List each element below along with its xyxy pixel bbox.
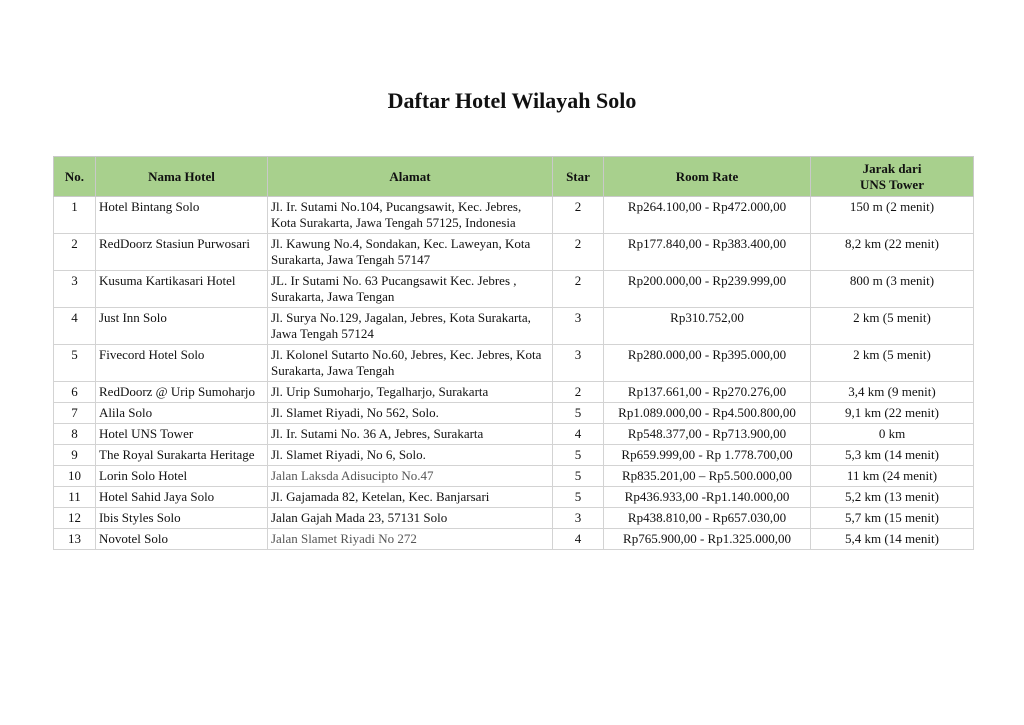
cell-hotel-name: Ibis Styles Solo [96, 508, 268, 529]
cell-hotel-name: Just Inn Solo [96, 308, 268, 345]
cell-star: 3 [553, 508, 604, 529]
cell-address: Jl. Ir. Sutami No. 36 A, Jebres, Surakarta [268, 424, 553, 445]
cell-star: 4 [553, 424, 604, 445]
cell-no: 11 [54, 487, 96, 508]
cell-star: 3 [553, 308, 604, 345]
cell-distance: 8,2 km (22 menit) [811, 234, 974, 271]
cell-hotel-name: Hotel UNS Tower [96, 424, 268, 445]
cell-distance: 11 km (24 menit) [811, 466, 974, 487]
cell-distance: 9,1 km (22 menit) [811, 403, 974, 424]
cell-star: 2 [553, 271, 604, 308]
cell-star: 5 [553, 466, 604, 487]
table-row [54, 445, 974, 466]
table-row [54, 466, 974, 487]
table-row [54, 487, 974, 508]
cell-no: 12 [54, 508, 96, 529]
cell-hotel-name: RedDoorz Stasiun Purwosari [96, 234, 268, 271]
table-row [54, 234, 974, 271]
cell-room-rate: Rp137.661,00 - Rp270.276,00 [604, 382, 811, 403]
cell-distance: 5,4 km (14 menit) [811, 529, 974, 550]
cell-address: Jl. Gajamada 82, Ketelan, Kec. Banjarsari [268, 487, 553, 508]
cell-address: Jalan Slamet Riyadi No 272 [268, 529, 553, 550]
cell-address: Jalan Laksda Adisucipto No.47 [268, 466, 553, 487]
header-hotel-name: Nama Hotel [96, 157, 268, 197]
cell-distance: 800 m (3 menit) [811, 271, 974, 308]
header-distance-line2: UNS Tower [860, 176, 924, 192]
cell-star: 4 [553, 529, 604, 550]
cell-distance: 2 km (5 menit) [811, 308, 974, 345]
header-address: Alamat [268, 157, 553, 197]
cell-distance: 150 m (2 menit) [811, 197, 974, 234]
cell-hotel-name: Fivecord Hotel Solo [96, 345, 268, 382]
cell-distance: 5,2 km (13 menit) [811, 487, 974, 508]
cell-room-rate: Rp1.089.000,00 - Rp4.500.800,00 [604, 403, 811, 424]
cell-distance: 5,7 km (15 menit) [811, 508, 974, 529]
table-row [54, 529, 974, 550]
cell-hotel-name: Alila Solo [96, 403, 268, 424]
cell-star: 2 [553, 234, 604, 271]
table-row [54, 424, 974, 445]
cell-star: 5 [553, 487, 604, 508]
header-star: Star [553, 157, 604, 197]
cell-no: 5 [54, 345, 96, 382]
cell-hotel-name: RedDoorz @ Urip Sumoharjo [96, 382, 268, 403]
cell-no: 8 [54, 424, 96, 445]
table-row [54, 271, 974, 308]
table-row [54, 382, 974, 403]
cell-star: 5 [553, 403, 604, 424]
cell-room-rate: Rp548.377,00 - Rp713.900,00 [604, 424, 811, 445]
cell-room-rate: Rp280.000,00 - Rp395.000,00 [604, 345, 811, 382]
cell-hotel-name: Lorin Solo Hotel [96, 466, 268, 487]
table-row [54, 308, 974, 345]
cell-distance: 0 km [811, 424, 974, 445]
header-no: No. [54, 157, 96, 197]
cell-no: 1 [54, 197, 96, 234]
cell-room-rate: Rp264.100,00 - Rp472.000,00 [604, 197, 811, 234]
cell-address: Jl. Urip Sumoharjo, Tegalharjo, Surakarta [268, 382, 553, 403]
hotel-table [53, 156, 974, 550]
header-distance-line1: Jarak dari [862, 160, 922, 176]
cell-address: Jl. Slamet Riyadi, No 6, Solo. [268, 445, 553, 466]
table-row [54, 345, 974, 382]
cell-room-rate: Rp436.933,00 -Rp1.140.000,00 [604, 487, 811, 508]
cell-room-rate: Rp438.810,00 - Rp657.030,00 [604, 508, 811, 529]
header-distance [811, 157, 974, 197]
table-row [54, 508, 974, 529]
table-row [54, 403, 974, 424]
cell-no: 9 [54, 445, 96, 466]
cell-address: Jl. Kolonel Sutarto No.60, Jebres, Kec. Jebres, Kota Surakarta, Jawa Tengah [268, 345, 553, 382]
cell-address: Jl. Surya No.129, Jagalan, Jebres, Kota Surakarta, Jawa Tengah 57124 [268, 308, 553, 345]
cell-star: 2 [553, 197, 604, 234]
cell-star: 3 [553, 345, 604, 382]
cell-room-rate: Rp177.840,00 - Rp383.400,00 [604, 234, 811, 271]
cell-address: Jalan Gajah Mada 23, 57131 Solo [268, 508, 553, 529]
cell-address: Jl. Slamet Riyadi, No 562, Solo. [268, 403, 553, 424]
cell-no: 13 [54, 529, 96, 550]
cell-no: 4 [54, 308, 96, 345]
cell-no: 2 [54, 234, 96, 271]
cell-distance: 3,4 km (9 menit) [811, 382, 974, 403]
cell-no: 6 [54, 382, 96, 403]
cell-room-rate: Rp200.000,00 - Rp239.999,00 [604, 271, 811, 308]
cell-star: 2 [553, 382, 604, 403]
cell-room-rate: Rp835.201,00 – Rp5.500.000,00 [604, 466, 811, 487]
cell-address: JL. Ir Sutami No. 63 Pucangsawit Kec. Jebres , Surakarta, Jawa Tengan [268, 271, 553, 308]
cell-room-rate: Rp310.752,00 [604, 308, 811, 345]
cell-address: Jl. Kawung No.4, Sondakan, Kec. Laweyan, Kota Surakarta, Jawa Tengah 57147 [268, 234, 553, 271]
header-room-rate: Room Rate [604, 157, 811, 197]
cell-hotel-name: Kusuma Kartikasari Hotel [96, 271, 268, 308]
table-header-row [54, 157, 974, 197]
cell-hotel-name: Hotel Sahid Jaya Solo [96, 487, 268, 508]
cell-hotel-name: Novotel Solo [96, 529, 268, 550]
cell-room-rate: Rp659.999,00 - Rp 1.778.700,00 [604, 445, 811, 466]
cell-room-rate: Rp765.900,00 - Rp1.325.000,00 [604, 529, 811, 550]
cell-address: Jl. Ir. Sutami No.104, Pucangsawit, Kec. Jebres, Kota Surakarta, Jawa Tengah 57125, Indonesia [268, 197, 553, 234]
cell-hotel-name: The Royal Surakarta Heritage [96, 445, 268, 466]
cell-distance: 5,3 km (14 menit) [811, 445, 974, 466]
cell-no: 10 [54, 466, 96, 487]
page-title: Daftar Hotel Wilayah Solo [387, 88, 637, 113]
cell-no: 7 [54, 403, 96, 424]
cell-star: 5 [553, 445, 604, 466]
table-row [54, 197, 974, 234]
cell-no: 3 [54, 271, 96, 308]
cell-hotel-name: Hotel Bintang Solo [96, 197, 268, 234]
cell-distance: 2 km (5 menit) [811, 345, 974, 382]
